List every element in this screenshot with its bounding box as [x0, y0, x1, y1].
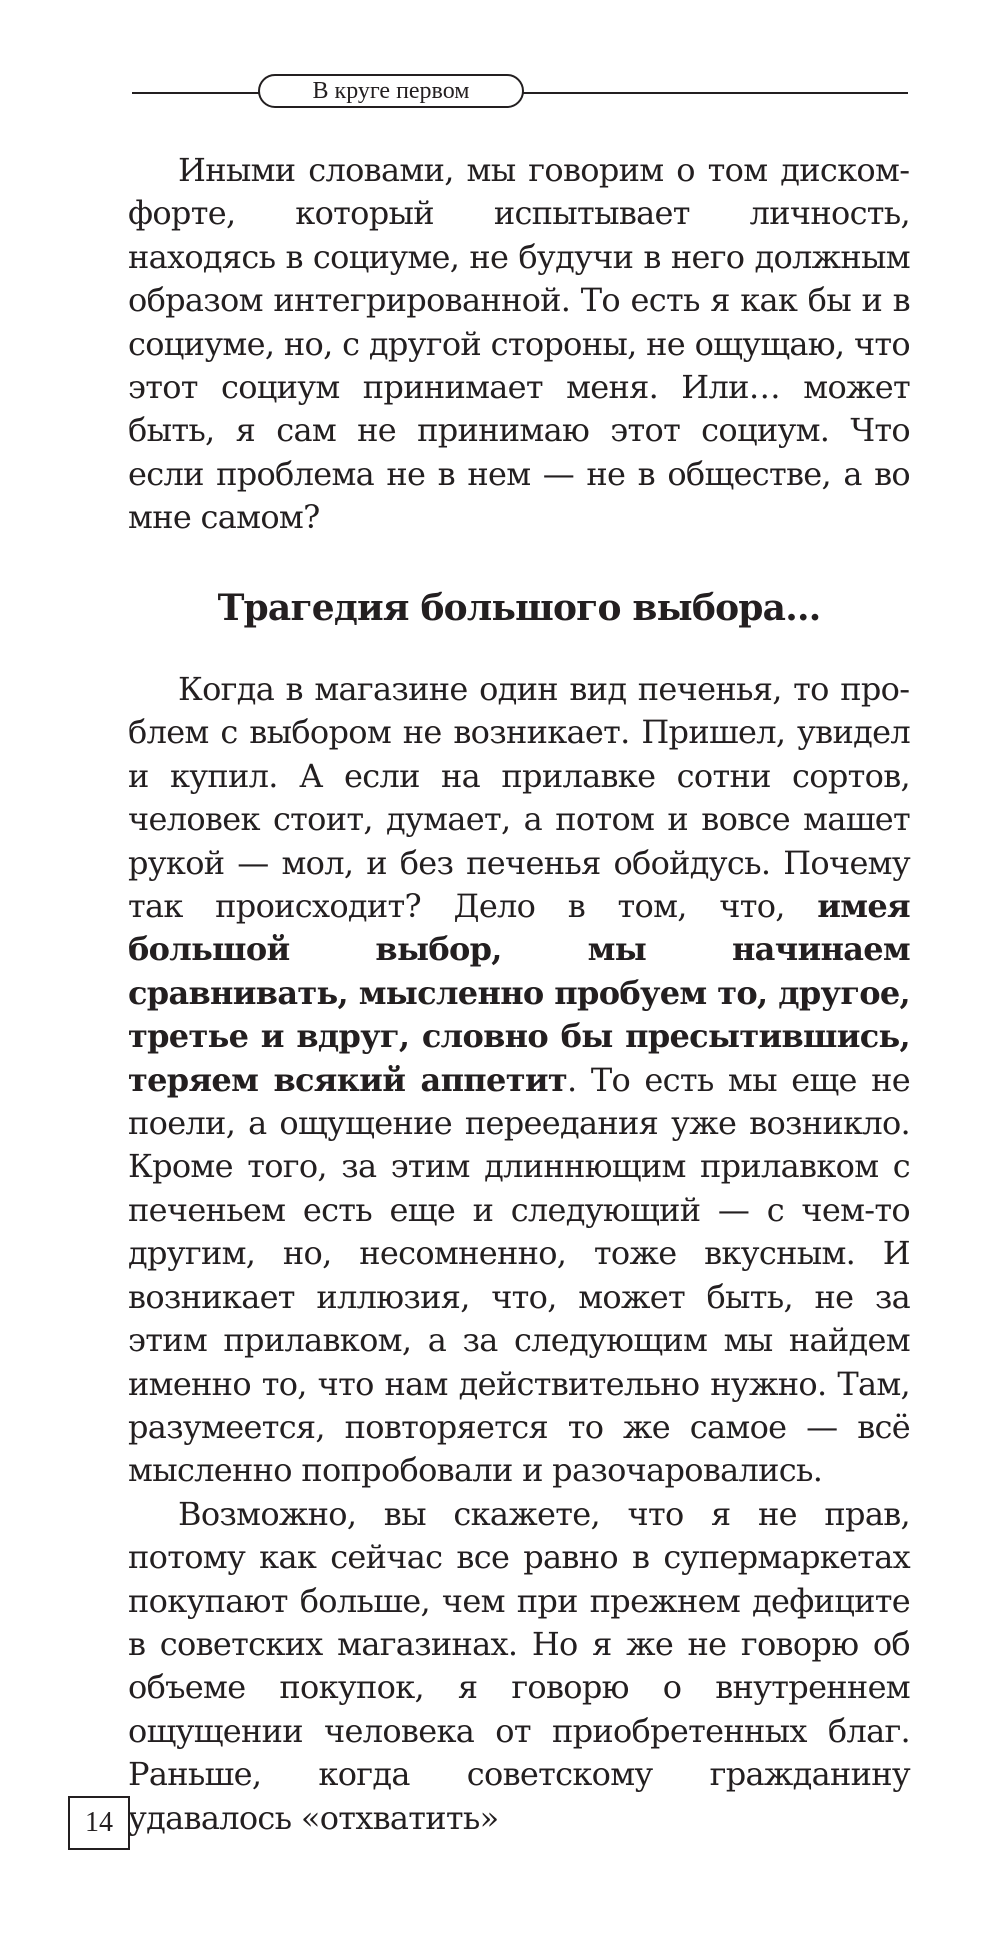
page-number: 14	[68, 1796, 130, 1850]
header-rule-left	[132, 92, 260, 94]
paragraph-1-after-bold: . То есть мы еще не поели, а ощущение переедания уже возникло. Кроме того, за этим длиннющим прилавком с печеньем есть еще и следующий — с чем-то другим, но, несомненно, тоже вкусным. И возникает иллюзия, что, может быть, не за этим прилавком, а за следующим мы найдем именно то, что нам действительно нужно. Там, разумеется, повторяется то же самое — всё мысленно попробовали и разочаровались.	[128, 1060, 910, 1490]
header-rule-right	[522, 92, 908, 94]
intro-text	[128, 149, 910, 540]
section-paragraph-2: Возможно, вы скажете, что я не прав, потому как сейчас все равно в супермаркетах покупают больше, чем при прежнем дефиците в советских магазинах. Но я же не говорю об объеме покупок, я говорю о внутреннем ощущении человека от приобретенных благ. Раньше, когда советскому гражданину удавалось «отхватить»	[128, 1494, 910, 1837]
section-paragraph-1	[128, 668, 910, 1493]
running-header	[132, 72, 908, 112]
running-title: В круге первом	[258, 74, 524, 108]
section-title: Трагедия большого выбора…	[217, 587, 821, 629]
paragraph-1-bold: имея большой выбор, мы начинаем сравнивать, мысленно пробуем то, другое, третье и вдруг, словно бы пресытившись, теряем всякий аппетит	[128, 887, 910, 1099]
paragraph-1-before-bold: Когда в магазине один вид печенья, то проблем с выбором не возникает. Пришел, увидел и купил. А если на прилавке сотни сортов, человек стоит, думает, а потом и вовсе машет рукой — мол, и без печенья обойдусь. Почему так происходит? Дело в том, что,	[128, 670, 910, 926]
section-text	[128, 668, 910, 1840]
intro-paragraph: Иными словами, мы говорим о том дискомфорте, который испытывает личность, находясь в социуме, не будучи в него должным образом интегрированной. То есть я как бы и в социуме, но, с другой стороны, не ощущаю, что этот социум принимает меня. Или… может быть, я сам не принимаю этот социум. Что если проблема не в нем — не в обществе, а во мне самом?	[128, 151, 910, 537]
